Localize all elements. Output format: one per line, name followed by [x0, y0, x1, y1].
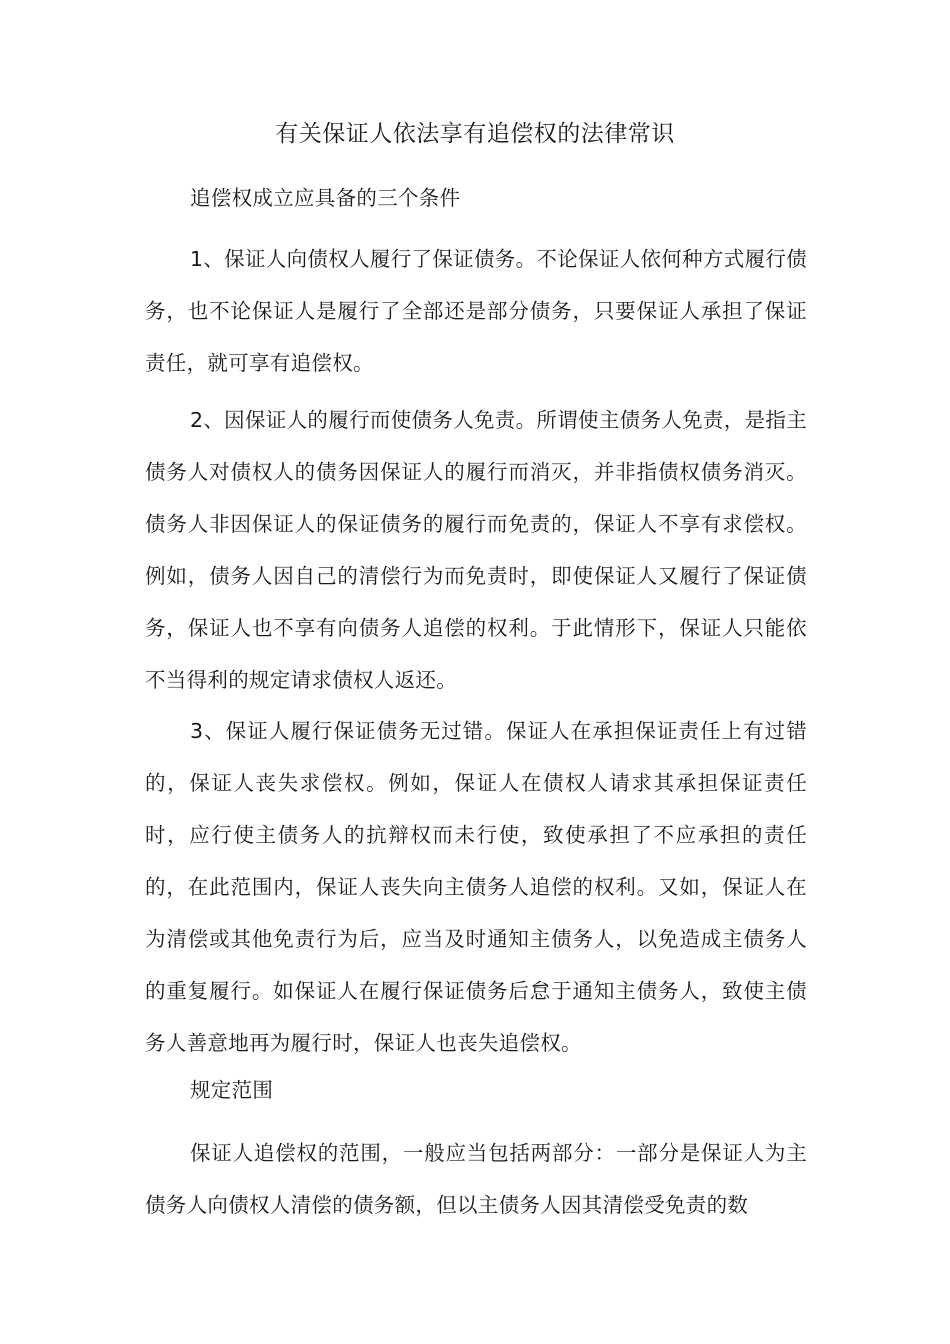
paragraph-scope: 保证人追偿权的范围，一般应当包括两部分：一部分是保证人为主债务人向债权人清偿的债务额，但以主债务人因其清偿受免责的数 [145, 1141, 807, 1217]
document-title: 有关保证人依法享有追偿权的法律常识 [275, 121, 675, 147]
paragraph-condition-1: 1、保证人向债权人履行了保证债务。不论保证人依何种方式履行债务，也不论保证人是履行了全部还是部分债务，只要保证人承担了保证责任，就可享有追偿权。 [145, 247, 807, 375]
section-heading-scope: 规定范围 [190, 1078, 274, 1102]
section-heading-conditions: 追偿权成立应具备的三个条件 [190, 186, 461, 210]
paragraph-condition-2: 2、因保证人的履行而使债务人免责。所谓使主债务人免责，是指主债务人对债权人的债务因保证人的履行而消灭，并非指债权债务消灭。债务人非因保证人的保证债务的履行而免责的，保证人不享有求偿权。例如，债务人因自己的清偿行为而免责时，即使保证人又履行了保证债务，保证人也不享有向债务人追偿的权利。于此情形下，保证人只能依不当得利的规定请求债权人返还。 [145, 408, 807, 692]
paragraph-condition-3: 3、保证人履行保证债务无过错。保证人在承担保证责任上有过错的，保证人丧失求偿权。例如，保证人在债权人请求其承担保证责任时，应行使主债务人的抗辩权而未行使，致使承担了不应承担的责任的，在此范围内，保证人丧失向主债务人追偿的权利。又如，保证人在为清偿或其他免责行为后，应当及时通知主债务人，以免造成主债务人的重复履行。如保证人在履行保证债务后怠于通知主债务人，致使主债务人善意地再为履行时，保证人也丧失追偿权。 [145, 719, 807, 1055]
